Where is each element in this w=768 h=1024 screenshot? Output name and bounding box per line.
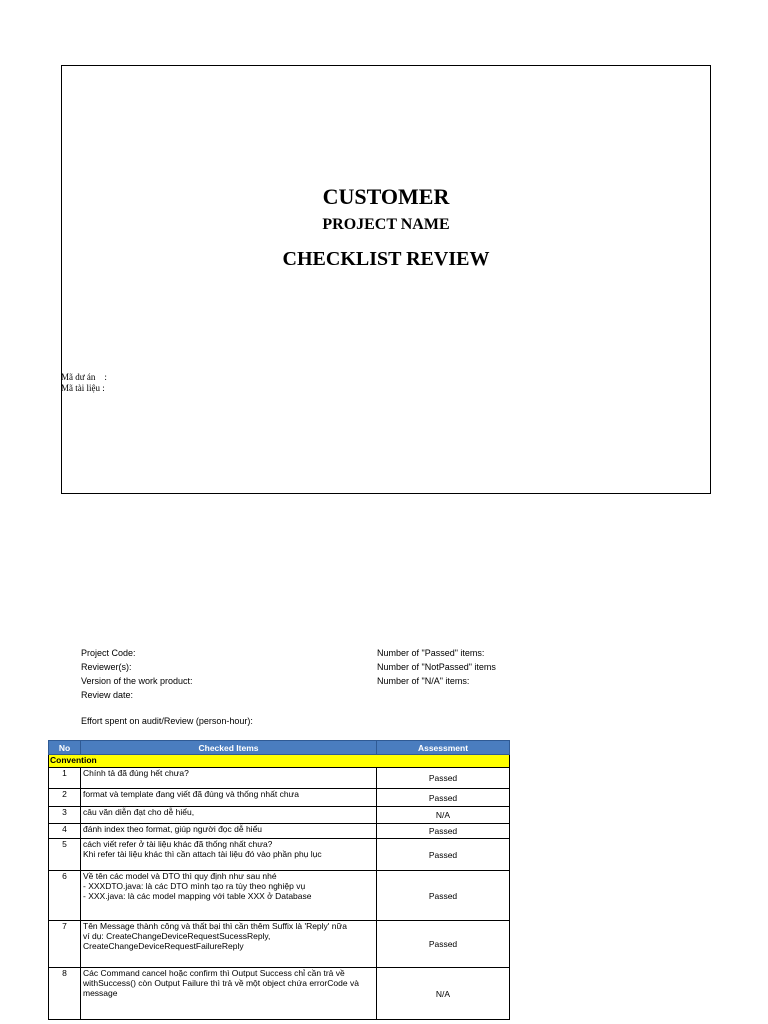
header-no: No — [49, 741, 81, 755]
row-assessment: Passed — [377, 921, 510, 968]
table-row — [49, 921, 510, 968]
reviewers-field: Reviewer(s): — [81, 662, 132, 672]
not-passed-count-label: Number of "NotPassed" items — [377, 662, 496, 672]
cover-codes — [61, 372, 107, 394]
row-no: 2 — [49, 789, 81, 807]
review-info-right — [377, 646, 496, 688]
row-item: Chính tả đã đúng hết chưa? — [81, 768, 377, 789]
row-no: 3 — [49, 807, 81, 824]
review-info-left — [81, 646, 253, 728]
row-assessment: Passed — [377, 839, 510, 871]
version-field: Version of the work product: — [81, 676, 193, 686]
table-row — [49, 768, 510, 789]
table-row — [49, 807, 510, 824]
row-no: 1 — [49, 768, 81, 789]
customer-title: CUSTOMER — [322, 184, 450, 209]
header-checked-items: Checked Items — [81, 741, 377, 755]
cover-frame — [61, 65, 711, 494]
row-item: Các Command cancel hoặc confirm thì Output Success chỉ cần trả về withSuccess() còn Output Failure thì trả về một object chứa errorCode và message — [81, 968, 377, 1020]
table-row — [49, 968, 510, 1020]
row-item: câu văn diễn đạt cho dễ hiểu, — [81, 807, 377, 824]
row-item: cách viết refer ở tài liệu khác đã thống nhất chưa? Khi refer tài liệu khác thì cần attach tài liệu đó vào phần phụ lục — [81, 839, 377, 871]
passed-count-label: Number of "Passed" items: — [377, 648, 485, 658]
checklist-review-title: CHECKLIST REVIEW — [282, 248, 490, 270]
effort-field: Effort spent on audit/Review (person-hour): — [81, 716, 253, 726]
row-assessment: Passed — [377, 768, 510, 789]
table-row — [49, 824, 510, 839]
row-item: Tên Message thành công và thất bại thì cần thêm Suffix là 'Reply' nữa ví dụ: CreateChangeDeviceRequestSucessReply, CreateChangeDeviceRequestFailureReply — [81, 921, 377, 968]
row-assessment: Passed — [377, 824, 510, 839]
project-code-label: Mã dư án : — [61, 372, 107, 382]
table-row — [49, 789, 510, 807]
row-assessment: N/A — [377, 807, 510, 824]
row-assessment: Passed — [377, 789, 510, 807]
project-code-field: Project Code: — [81, 648, 136, 658]
row-assessment: N/A — [377, 968, 510, 1020]
table-row — [49, 871, 510, 921]
table-row — [49, 839, 510, 871]
checklist-table — [48, 740, 510, 1020]
review-date-field: Review date: — [81, 690, 134, 700]
project-name-title: PROJECT NAME — [322, 216, 450, 233]
row-item: format và template đang viết đã đúng và thống nhất chưa — [81, 789, 377, 807]
row-no: 5 — [49, 839, 81, 871]
row-item: đánh index theo format, giúp người đọc dễ hiểu — [81, 824, 377, 839]
row-no: 7 — [49, 921, 81, 968]
row-assessment: Passed — [377, 871, 510, 921]
row-item: Về tên các model và DTO thì quy định như sau nhé - XXXDTO.java: là các DTO mình tạo ra tùy theo nghiệp vụ - XXX.java: là các model mapping với table XXX ở Database — [81, 871, 377, 921]
row-no: 4 — [49, 824, 81, 839]
row-no: 8 — [49, 968, 81, 1020]
doc-code-label: Mã tài liệu : — [61, 383, 105, 393]
section-label: Convention — [49, 755, 510, 768]
na-count-label: Number of "N/A" items: — [377, 676, 470, 686]
header-assessment: Assessment — [377, 741, 510, 755]
table-header-row — [49, 741, 510, 755]
row-no: 6 — [49, 871, 81, 921]
section-row-convention — [49, 755, 510, 768]
